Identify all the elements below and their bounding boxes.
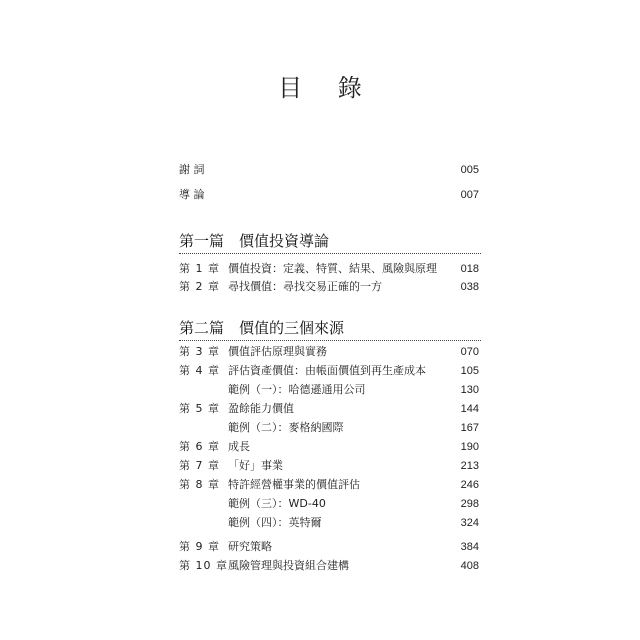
chapter-title: 研究策略	[228, 540, 272, 553]
chapter-title: 「好」事業	[228, 459, 283, 472]
entry-page-number: 167	[460, 422, 479, 434]
toc-entry-acknowledgements[interactable]	[179, 160, 481, 180]
part-divider	[179, 340, 481, 341]
page-title: 目 錄	[278, 74, 376, 102]
chapter-title: 盈餘能力價值	[228, 402, 294, 415]
toc-entry-example[interactable]	[179, 418, 481, 438]
chapter-number: 第 1 章	[179, 262, 220, 275]
toc-entry-chapter[interactable]	[179, 537, 481, 557]
chapter-number: 第 7 章	[179, 459, 220, 472]
entry-page-number: 408	[460, 560, 479, 572]
part-heading: 第二篇 價值的三個來源	[179, 319, 345, 337]
entry-page-number: 070	[460, 346, 479, 358]
entry-page-number: 324	[460, 517, 479, 529]
chapter-title: 成長	[228, 440, 250, 453]
toc-entry-introduction[interactable]	[179, 185, 481, 205]
toc-entry-chapter[interactable]	[179, 277, 481, 297]
chapter-number: 第 9 章	[179, 540, 220, 553]
entry-page-number: 246	[460, 479, 479, 491]
toc-entry-example[interactable]	[179, 494, 481, 514]
example-title: 範例（三）：WD-40	[228, 497, 326, 510]
chapter-title: 價值評估原理與實務	[228, 345, 327, 358]
entry-page-number: 130	[460, 384, 479, 396]
toc-entry-chapter[interactable]	[179, 475, 481, 495]
chapter-number: 第 2 章	[179, 280, 220, 293]
chapter-title: 特許經營權事業的價值評估	[228, 478, 360, 491]
entry-page-number: 144	[460, 403, 479, 415]
entry-page-number: 384	[460, 541, 479, 553]
toc-entry-chapter[interactable]	[179, 456, 481, 476]
part-divider	[179, 253, 481, 254]
entry-label: 謝 詞	[179, 163, 205, 176]
entry-page-number: 190	[460, 441, 479, 453]
entry-page-number: 213	[460, 460, 479, 472]
toc-entry-example[interactable]	[179, 513, 481, 533]
toc-entry-chapter[interactable]	[179, 342, 481, 362]
entry-page-number: 007	[460, 189, 479, 201]
entry-page-number: 298	[460, 498, 479, 510]
example-title: 範例（四）：英特爾	[228, 516, 322, 529]
chapter-title: 尋找價值：尋找交易正確的一方	[228, 280, 382, 293]
chapter-number: 第 6 章	[179, 440, 220, 453]
entry-page-number: 005	[460, 164, 479, 176]
chapter-title: 價值投資：定義、特質、結果、風險與原理	[228, 262, 437, 275]
chapter-title: 風險管理與投資組合建構	[228, 559, 349, 572]
chapter-number: 第 4 章	[179, 364, 220, 377]
toc-entry-chapter[interactable]	[179, 361, 481, 381]
chapter-title: 評估資產價值：由帳面價值到再生產成本	[228, 364, 426, 377]
part-heading: 第一篇 價值投資導論	[179, 232, 330, 250]
entry-page-number: 105	[460, 365, 479, 377]
toc-entry-chapter[interactable]	[179, 556, 481, 576]
toc-entry-chapter[interactable]	[179, 399, 481, 419]
chapter-number: 第 3 章	[179, 345, 220, 358]
toc-entry-chapter[interactable]	[179, 437, 481, 457]
example-title: 範例（一）：哈德遜通用公司	[228, 383, 366, 396]
chapter-number: 第 8 章	[179, 478, 220, 491]
toc-entry-chapter[interactable]	[179, 259, 481, 279]
toc-entry-example[interactable]	[179, 380, 481, 400]
entry-page-number: 038	[460, 281, 479, 293]
example-title: 範例（二）：麥格納國際	[228, 421, 344, 434]
entry-label: 導 論	[179, 188, 205, 201]
chapter-number: 第 5 章	[179, 402, 220, 415]
chapter-number: 第 10 章	[179, 559, 228, 572]
entry-page-number: 018	[460, 263, 479, 275]
